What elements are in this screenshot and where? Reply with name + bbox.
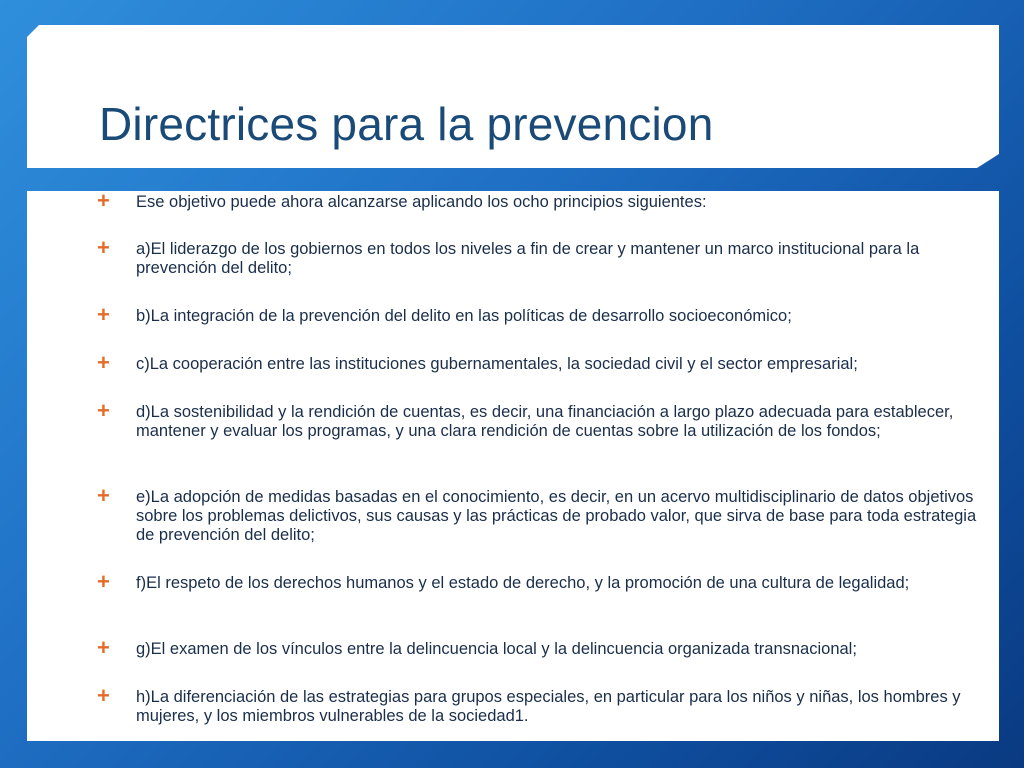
bullet-item <box>97 350 980 375</box>
bullet-item <box>97 188 980 213</box>
plus-bullet-icon: + <box>97 569 110 594</box>
bullet-item <box>97 235 980 278</box>
bullet-text: h)La diferenciación de las estrategias para grupos especiales, en particular para los niños y niñas, los hombres y mujeres, y los miembros vulnerables de la sociedad1. <box>136 688 961 725</box>
bullet-item <box>97 635 980 660</box>
bullet-item <box>97 683 980 726</box>
bullet-text: b)La integración de la prevención del delito en las políticas de desarrollo socioeconómico; <box>136 307 792 325</box>
bullet-item <box>97 569 980 594</box>
plus-bullet-icon: + <box>97 235 110 260</box>
bullet-text: g)El examen de los vínculos entre la delincuencia local y la delincuencia organizada transnacional; <box>136 640 857 658</box>
bullet-text: Ese objetivo puede ahora alcanzarse aplicando los ocho principios siguientes: <box>136 193 707 211</box>
plus-bullet-icon: + <box>97 635 110 660</box>
bullet-item <box>97 483 980 545</box>
bullet-text: e)La adopción de medidas basadas en el conocimiento, es decir, en un acervo multidisciplinario de datos objetivos sobre los problemas delictivos, sus causas y las prácticas de probado valor, que sirva de base para toda estrategia de prevención del delito; <box>136 488 977 544</box>
slide-title: Directrices para la prevencion <box>99 98 714 150</box>
plus-bullet-icon: + <box>97 683 110 708</box>
plus-bullet-icon: + <box>97 398 110 423</box>
bullet-item <box>97 302 980 327</box>
plus-bullet-icon: + <box>97 302 110 327</box>
bullet-text: a)El liderazgo de los gobiernos en todos los niveles a fin de crear y mantener un marco institucional para la prevención del delito; <box>136 240 920 277</box>
plus-bullet-icon: + <box>97 188 110 213</box>
bullet-text: d)La sostenibilidad y la rendición de cuentas, es decir, una financiación a largo plazo adecuada para establecer, mantener y evaluar los programas, y una clara rendición de cuentas sobre la utilización de los fondos; <box>136 403 954 440</box>
bullet-item <box>97 398 980 441</box>
bullet-text: c)La cooperación entre las instituciones gubernamentales, la sociedad civil y el sector empresarial; <box>136 355 858 373</box>
plus-bullet-icon: + <box>97 350 110 375</box>
bullet-text: f)El respeto de los derechos humanos y el estado de derecho, y la promoción de una cultura de legalidad; <box>136 574 910 592</box>
plus-bullet-icon: + <box>97 483 110 508</box>
